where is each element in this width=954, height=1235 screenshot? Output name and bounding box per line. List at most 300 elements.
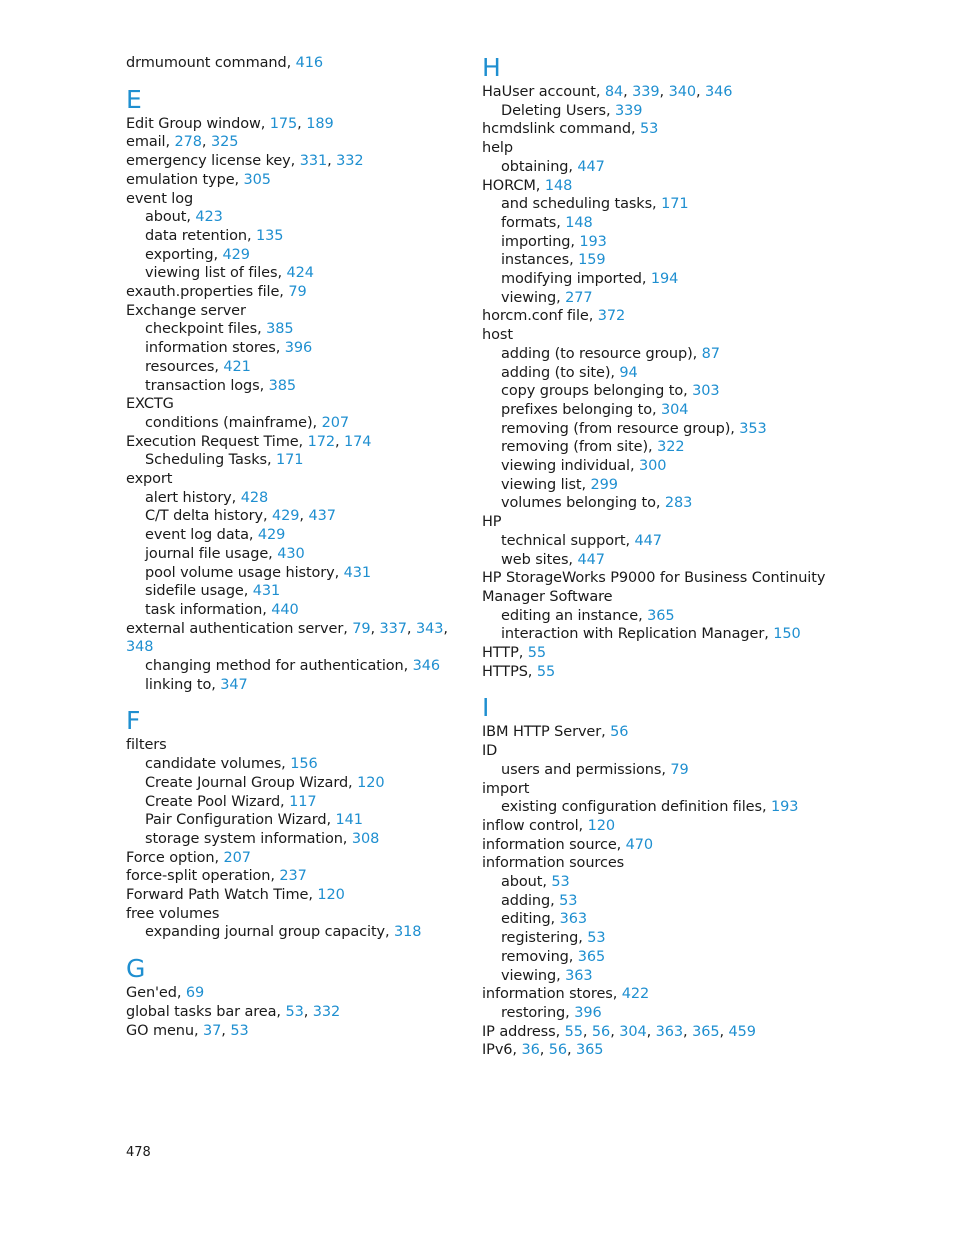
page-link[interactable]: 423 (195, 209, 223, 226)
index-entry (126, 133, 238, 152)
page-link[interactable]: 79 (670, 761, 689, 778)
page-link[interactable]: 150 (773, 626, 801, 643)
index-term: viewing list of files, (145, 265, 287, 282)
page-link[interactable]: 305 (243, 171, 271, 188)
page-link[interactable]: 422 (621, 986, 650, 1003)
page-link[interactable]: 56 (610, 724, 629, 741)
index-term: about, (145, 209, 196, 226)
index-letter-heading: G (126, 954, 146, 984)
index-entry (482, 513, 501, 532)
index-term: C/T delta history, (145, 508, 273, 525)
page-link[interactable]: 277 (565, 289, 593, 306)
index-term: export (126, 471, 173, 487)
index-subentry (501, 401, 688, 420)
index-subentry (145, 830, 379, 849)
page-separator: , (719, 1023, 729, 1040)
index-term: ID (482, 743, 498, 760)
index-term: Pair Configuration Wizard, (145, 812, 336, 829)
index-subentry (501, 967, 593, 986)
page-link[interactable]: 447 (577, 551, 605, 568)
page-link[interactable]: 331 (299, 153, 328, 170)
page-link[interactable]: 135 (256, 227, 284, 244)
index-entry (126, 433, 371, 452)
index-term: adding (to site), (501, 364, 620, 381)
page-link[interactable]: 447 (634, 532, 662, 549)
page-link[interactable]: 363 (565, 967, 593, 984)
index-entry (482, 569, 825, 588)
index-term: external authentication server, (126, 620, 353, 637)
page-link[interactable]: 339 (614, 102, 643, 119)
index-term: Force option, (126, 849, 224, 866)
page-link[interactable]: 55 (564, 1023, 583, 1040)
index-term: HP StorageWorks P9000 for Business Continuity (482, 570, 826, 587)
index-term: host (482, 327, 513, 344)
page-link[interactable]: 174 (344, 433, 372, 450)
index-term: emergency license key, (126, 153, 300, 170)
page-link[interactable]: 385 (266, 321, 294, 338)
page-link[interactable]: 53 (587, 930, 606, 947)
index-subentry (501, 910, 587, 929)
page-link[interactable]: 117 (289, 793, 317, 810)
page-link[interactable]: 396 (574, 1004, 602, 1021)
index-term: emulation type, (126, 171, 244, 188)
index-term: IP address, (482, 1023, 565, 1040)
index-term: web sites, (501, 551, 578, 568)
page-link[interactable]: 53 (230, 1022, 249, 1039)
index-subentry (145, 339, 312, 358)
index-subentry (501, 929, 606, 948)
index-term: IBM HTTP Server, (482, 724, 611, 741)
index-letter-heading: F (126, 706, 141, 736)
index-term: changing method for authentication, (145, 658, 413, 674)
index-subentry (501, 625, 801, 644)
index-term: information source, (482, 836, 626, 853)
page-separator: , (334, 433, 344, 450)
index-term: viewing list, (501, 476, 591, 493)
index-term: free volumes (126, 905, 220, 922)
index-term: Exchange server (126, 302, 246, 319)
index-term: journal file usage, (145, 545, 278, 562)
page-link[interactable]: 459 (728, 1023, 756, 1040)
page-link[interactable]: 141 (335, 812, 363, 829)
index-term: help (482, 140, 513, 157)
index-term: checkpoint files, (145, 321, 267, 338)
page-link[interactable]: 332 (336, 153, 364, 170)
index-subentry (501, 214, 593, 233)
page-link[interactable]: 37 (203, 1022, 222, 1039)
page-link[interactable]: 365 (692, 1023, 720, 1040)
page-link[interactable]: 447 (577, 158, 605, 175)
page-link[interactable]: 396 (284, 340, 313, 357)
page-link[interactable]: 283 (664, 495, 693, 512)
index-entry (482, 177, 572, 196)
index-term: resources, (145, 358, 224, 375)
index-term: information sources (482, 855, 625, 872)
index-entry (482, 644, 546, 663)
index-entry (482, 836, 653, 855)
index-entry (126, 190, 193, 209)
page-separator: , (539, 1042, 549, 1059)
index-term: technical support, (501, 532, 635, 549)
index-subentry (501, 532, 662, 551)
index-term: alert history, (145, 489, 241, 506)
index-entry (126, 867, 307, 886)
page-link[interactable]: 347 (220, 676, 248, 693)
index-entry (126, 984, 204, 1003)
page-link[interactable]: 194 (650, 271, 679, 287)
index-term: candidate volumes, (145, 756, 291, 773)
index-term: pool volume usage history, (145, 564, 344, 581)
index-subentry (501, 420, 767, 439)
index-subentry (145, 377, 296, 396)
page-link[interactable]: 193 (770, 799, 799, 816)
index-term: Create Pool Wizard, (145, 793, 290, 810)
index-entry (126, 886, 345, 905)
index-subentry (145, 526, 285, 545)
index-subentry (145, 507, 336, 526)
index-subentry (145, 676, 248, 695)
index-entry (126, 302, 246, 321)
page-link[interactable]: 303 (692, 383, 720, 400)
index-subentry (501, 438, 684, 457)
page-link[interactable]: 84 (604, 84, 624, 100)
index-entry (126, 54, 323, 73)
index-entry (126, 638, 153, 657)
index-term: horcm.conf file, (482, 308, 598, 325)
index-subentry (501, 607, 675, 626)
index-subentry (145, 414, 349, 433)
page-link[interactable]: 353 (739, 420, 767, 437)
page-link[interactable]: 325 (210, 134, 239, 151)
index-term: filters (126, 737, 167, 754)
page-link[interactable]: 304 (661, 401, 689, 418)
page-link[interactable]: 300 (639, 458, 667, 474)
index-subentry (145, 208, 223, 227)
page-link[interactable]: 372 (597, 308, 626, 325)
page-link[interactable]: 120 (587, 817, 615, 834)
index-subentry (145, 320, 294, 339)
page-link[interactable]: 175 (269, 115, 298, 132)
index-term: Edit Group window, (126, 115, 270, 132)
index-subentry (145, 489, 268, 508)
index-term: editing, (501, 911, 560, 928)
index-entry (482, 326, 513, 345)
index-term: Execution Request Time, (126, 433, 308, 450)
page-link[interactable]: 332 (312, 1003, 341, 1020)
index-term: force-split operation, (126, 868, 280, 885)
page-number: 478 (126, 1145, 151, 1160)
index-subentry (501, 1004, 602, 1023)
index-term: information stores, (145, 340, 285, 357)
index-term: viewing, (501, 289, 566, 306)
page-link[interactable]: 53 (640, 121, 659, 138)
index-term: users and permissions, (501, 761, 671, 778)
page-separator: , (201, 134, 211, 151)
page-separator: , (646, 1023, 656, 1040)
page-link[interactable]: 171 (276, 452, 304, 469)
index-subentry (501, 233, 607, 252)
index-subentry (501, 364, 638, 383)
index-subentry (145, 451, 303, 470)
page-link[interactable]: 193 (579, 233, 607, 250)
index-term: interaction with Replication Manager, (501, 626, 774, 643)
index-entry (126, 1022, 249, 1041)
index-subentry (145, 246, 250, 265)
page-link[interactable]: 343 (415, 620, 444, 637)
index-term: exporting, (145, 246, 223, 263)
index-term: Forward Path Watch Time, (126, 887, 318, 903)
page-separator: , (567, 1042, 577, 1059)
index-entry (482, 120, 658, 139)
index-subentry (145, 657, 440, 676)
page-link[interactable]: 304 (619, 1023, 647, 1040)
index-subentry (145, 923, 421, 942)
index-term: HTTP, (482, 645, 528, 661)
page-link[interactable]: 428 (240, 489, 269, 506)
index-term: linking to, (145, 676, 221, 693)
page-link[interactable]: 36 (521, 1042, 540, 1059)
index-term: modifying imported, (501, 271, 651, 287)
index-term: information stores, (482, 986, 622, 1003)
page-link[interactable]: 53 (551, 874, 570, 890)
page-separator: , (299, 508, 309, 525)
index-term: drmumount command, (126, 55, 296, 71)
page-separator: , (623, 84, 633, 100)
index-term: EXCTG (126, 396, 174, 413)
index-entry (126, 470, 172, 489)
index-entry (126, 395, 174, 414)
page-link[interactable]: 56 (591, 1023, 611, 1040)
index-subentry (501, 270, 678, 289)
index-term: removing, (501, 948, 578, 965)
index-subentry (501, 892, 577, 911)
page-link[interactable]: 424 (286, 265, 314, 282)
page-link[interactable]: 429 (222, 246, 250, 263)
index-subentry (501, 457, 666, 476)
index-entry (482, 588, 613, 607)
index-term: Gen'ed, (126, 985, 186, 1002)
index-term: import (482, 780, 530, 797)
index-entry (126, 152, 364, 171)
index-term: registering, (501, 930, 588, 947)
index-entry (482, 780, 529, 799)
index-subentry (501, 476, 618, 495)
page-link[interactable]: 308 (351, 830, 380, 847)
page-separator: , (659, 84, 669, 100)
page-link[interactable]: 348 (126, 639, 154, 656)
index-term: global tasks bar area, (126, 1003, 286, 1020)
index-entry (482, 854, 624, 873)
page-link[interactable]: 87 (701, 345, 720, 362)
index-term: inflow control, (482, 817, 588, 834)
page-separator: , (303, 1003, 313, 1020)
index-term: conditions (mainframe), (145, 414, 322, 431)
page-separator: , (695, 84, 705, 100)
page-separator: , (406, 620, 416, 637)
index-entry (482, 1041, 603, 1060)
page-link[interactable]: 431 (252, 583, 281, 600)
page-link[interactable]: 120 (357, 774, 385, 791)
index-term: HTTPS, (482, 663, 537, 680)
page-link[interactable]: 363 (655, 1023, 684, 1040)
page-link[interactable]: 148 (565, 214, 593, 231)
index-letter-heading: E (126, 84, 142, 114)
index-term: event log data, (145, 527, 258, 544)
page-link[interactable]: 207 (223, 849, 251, 866)
page-link[interactable]: 159 (578, 252, 606, 269)
page-link[interactable]: 56 (548, 1042, 568, 1059)
page-separator: , (370, 620, 380, 637)
page-link[interactable]: 189 (306, 115, 334, 132)
page-link[interactable]: 237 (279, 868, 307, 885)
index-subentry (145, 755, 318, 774)
page-link[interactable]: 69 (185, 985, 205, 1002)
index-term: HP (482, 514, 502, 531)
page-link[interactable]: 437 (308, 508, 336, 525)
page-link[interactable]: 339 (632, 84, 660, 100)
index-entry (126, 283, 307, 302)
index-term: transaction logs, (145, 377, 269, 394)
index-entry (482, 817, 615, 836)
page-link[interactable]: 94 (619, 364, 638, 381)
index-entry (126, 115, 334, 134)
page-link[interactable]: 148 (544, 177, 573, 194)
index-entry (482, 723, 628, 742)
page-link[interactable]: 416 (295, 55, 323, 71)
index-term: expanding journal group capacity, (145, 924, 395, 941)
page-link[interactable]: 53 (285, 1003, 304, 1020)
page-link[interactable]: 171 (661, 196, 689, 213)
page-link[interactable]: 79 (352, 620, 371, 637)
index-subentry (501, 948, 605, 967)
index-term: task information, (145, 601, 272, 618)
index-subentry (501, 251, 606, 270)
page-link[interactable]: 346 (412, 658, 441, 674)
index-term: copy groups belonging to, (501, 383, 693, 400)
index-subentry (501, 102, 642, 121)
index-term: sidefile usage, (145, 583, 253, 600)
index-term: Deleting Users, (501, 102, 615, 119)
page-link[interactable]: 156 (290, 756, 318, 773)
index-term: adding, (501, 892, 560, 909)
page-link[interactable]: 299 (590, 476, 618, 493)
index-entry (482, 985, 649, 1004)
index-entry (482, 742, 497, 761)
index-subentry (501, 289, 593, 308)
index-entry (126, 620, 448, 639)
page-separator: , (297, 115, 307, 132)
page-link[interactable]: 120 (317, 887, 345, 903)
page-link[interactable]: 385 (268, 377, 296, 394)
index-term: data retention, (145, 227, 257, 244)
index-term: Scheduling Tasks, (145, 452, 277, 469)
page-link[interactable]: 278 (174, 134, 202, 151)
page-link[interactable]: 322 (657, 439, 685, 456)
page-link[interactable]: 421 (223, 358, 251, 375)
index-subentry (501, 345, 720, 364)
index-subentry (145, 774, 384, 793)
page-separator: , (582, 1023, 592, 1040)
page-separator: , (443, 620, 448, 637)
page-link[interactable]: 363 (559, 911, 587, 928)
index-term: storage system information, (145, 830, 352, 847)
index-subentry (501, 195, 688, 214)
page-link[interactable]: 207 (321, 414, 349, 431)
index-term: event log (126, 190, 194, 207)
index-term: removing (from resource group), (501, 420, 740, 437)
index-term: about, (501, 874, 552, 890)
index-term: removing (from site), (501, 439, 658, 456)
page-link[interactable]: 55 (536, 663, 556, 680)
index-term: Create Journal Group Wizard, (145, 774, 358, 791)
index-term: GO menu, (126, 1022, 204, 1039)
page-link[interactable]: 337 (379, 620, 407, 637)
index-term: importing, (501, 233, 580, 250)
index-subentry (145, 601, 299, 620)
index-entry (482, 139, 513, 158)
index-term: hcmdslink command, (482, 121, 640, 138)
index-term: viewing individual, (501, 458, 640, 474)
index-subentry (501, 494, 692, 513)
index-subentry (145, 811, 363, 830)
page-link[interactable]: 79 (288, 284, 307, 300)
index-entry (482, 83, 732, 102)
page-link[interactable]: 53 (559, 892, 578, 909)
page-link[interactable]: 340 (668, 84, 696, 100)
page-link[interactable]: 431 (343, 564, 372, 581)
page-link[interactable]: 318 (394, 924, 422, 941)
index-entry (126, 849, 251, 868)
index-letter-heading: H (482, 53, 501, 82)
page-link[interactable]: 346 (704, 84, 733, 100)
page-link[interactable]: 365 (576, 1042, 604, 1059)
index-subentry (501, 158, 605, 177)
index-term: Manager Software (482, 588, 613, 605)
page-link[interactable]: 430 (277, 545, 305, 562)
index-entry (482, 307, 625, 326)
index-subentry (145, 227, 283, 246)
index-term: and scheduling tasks, (501, 196, 662, 213)
index-term: instances, (501, 252, 579, 269)
page-separator: , (221, 1022, 231, 1039)
page-separator: , (683, 1023, 693, 1040)
index-term: adding (to resource group), (501, 345, 702, 362)
page-link[interactable]: 365 (647, 607, 675, 624)
index-term: existing configuration definition files, (501, 799, 771, 816)
page-link[interactable]: 55 (527, 645, 546, 661)
page-link[interactable]: 429 (272, 508, 300, 525)
page-link[interactable]: 470 (625, 836, 654, 853)
index-subentry (501, 551, 605, 570)
page-link[interactable]: 440 (271, 601, 299, 618)
index-subentry (501, 798, 798, 817)
page-link[interactable]: 365 (577, 948, 606, 965)
index-term: prefixes belonging to, (501, 401, 662, 418)
index-term: HaUser account, (482, 84, 605, 100)
page-link[interactable]: 172 (307, 433, 335, 450)
index-subentry (145, 358, 251, 377)
index-term: HORCM, (482, 177, 545, 194)
index-term: restoring, (501, 1004, 575, 1021)
index-subentry (145, 564, 371, 583)
index-term: exauth.properties file, (126, 284, 289, 300)
index-entry (126, 171, 271, 190)
index-entry (482, 1023, 756, 1042)
index-entry (126, 1003, 340, 1022)
index-subentry (501, 382, 720, 401)
page-link[interactable]: 429 (257, 527, 286, 544)
page-separator: , (327, 153, 337, 170)
